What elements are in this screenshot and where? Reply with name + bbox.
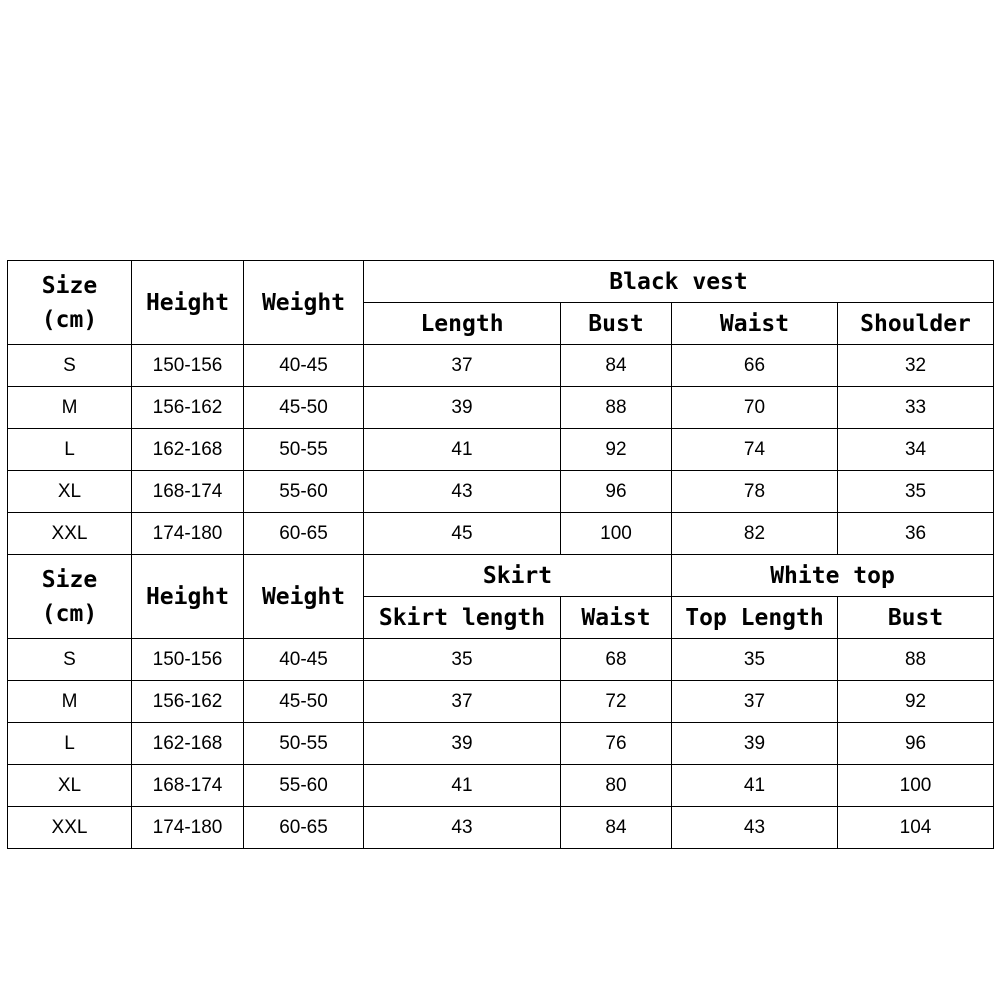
height-header: Height xyxy=(132,555,244,639)
skirt-waist-cell: 72 xyxy=(561,681,672,723)
height-cell: 150-156 xyxy=(132,639,244,681)
black-vest-section xyxy=(8,261,994,555)
bust-cell: 96 xyxy=(561,471,672,513)
top-bust-header: Bust xyxy=(838,597,994,639)
height-header: Height xyxy=(132,261,244,345)
height-cell: 162-168 xyxy=(132,723,244,765)
table-row xyxy=(8,807,994,849)
top-length-header: Top Length xyxy=(672,597,838,639)
waist-cell: 82 xyxy=(672,513,838,555)
top-length-cell: 43 xyxy=(672,807,838,849)
skirt-waist-cell: 68 xyxy=(561,639,672,681)
skirt-waist-cell: 80 xyxy=(561,765,672,807)
height-cell: 168-174 xyxy=(132,765,244,807)
table-row xyxy=(8,345,994,387)
weight-cell: 40-45 xyxy=(244,345,364,387)
shoulder-header: Shoulder xyxy=(838,303,994,345)
weight-cell: 55-60 xyxy=(244,765,364,807)
height-cell: 156-162 xyxy=(132,387,244,429)
length-cell: 41 xyxy=(364,429,561,471)
skirt-waist-header: Waist xyxy=(561,597,672,639)
height-cell: 162-168 xyxy=(132,429,244,471)
table-row xyxy=(8,723,994,765)
skirt-header: Skirt xyxy=(364,555,672,597)
header-row xyxy=(8,261,994,303)
weight-cell: 50-55 xyxy=(244,429,364,471)
black-vest-header: Black vest xyxy=(364,261,994,303)
size-cell: M xyxy=(8,387,132,429)
size-cell: XXL xyxy=(8,807,132,849)
top-length-cell: 35 xyxy=(672,639,838,681)
size-header-label: Size xyxy=(41,272,98,299)
size-header-unit: (cm) xyxy=(41,600,98,627)
skirt-length-cell: 37 xyxy=(364,681,561,723)
header-row xyxy=(8,555,994,597)
length-header: Length xyxy=(364,303,561,345)
weight-cell: 50-55 xyxy=(244,723,364,765)
skirt-length-cell: 43 xyxy=(364,807,561,849)
skirt-top-section xyxy=(8,555,994,849)
size-cell: L xyxy=(8,429,132,471)
size-cell: XL xyxy=(8,765,132,807)
length-cell: 45 xyxy=(364,513,561,555)
table-row xyxy=(8,387,994,429)
shoulder-cell: 35 xyxy=(838,471,994,513)
size-cell: XXL xyxy=(8,513,132,555)
skirt-length-cell: 35 xyxy=(364,639,561,681)
table-row xyxy=(8,765,994,807)
height-cell: 174-180 xyxy=(132,807,244,849)
skirt-length-cell: 41 xyxy=(364,765,561,807)
white-top-header: White top xyxy=(672,555,994,597)
top-length-cell: 41 xyxy=(672,765,838,807)
height-cell: 150-156 xyxy=(132,345,244,387)
size-header xyxy=(8,555,132,639)
bust-cell: 92 xyxy=(561,429,672,471)
shoulder-cell: 36 xyxy=(838,513,994,555)
bust-cell: 88 xyxy=(561,387,672,429)
skirt-waist-cell: 84 xyxy=(561,807,672,849)
height-cell: 168-174 xyxy=(132,471,244,513)
top-bust-cell: 100 xyxy=(838,765,994,807)
shoulder-cell: 34 xyxy=(838,429,994,471)
skirt-length-header: Skirt length xyxy=(364,597,561,639)
size-cell: XL xyxy=(8,471,132,513)
size-chart-table xyxy=(7,260,994,849)
waist-cell: 74 xyxy=(672,429,838,471)
length-cell: 43 xyxy=(364,471,561,513)
shoulder-cell: 33 xyxy=(838,387,994,429)
waist-cell: 70 xyxy=(672,387,838,429)
size-cell: S xyxy=(8,639,132,681)
shoulder-cell: 32 xyxy=(838,345,994,387)
table-row xyxy=(8,639,994,681)
size-header-label: Size xyxy=(41,566,98,593)
waist-header: Waist xyxy=(672,303,838,345)
size-cell: S xyxy=(8,345,132,387)
table-row xyxy=(8,513,994,555)
top-bust-cell: 88 xyxy=(838,639,994,681)
waist-cell: 66 xyxy=(672,345,838,387)
weight-cell: 45-50 xyxy=(244,387,364,429)
bust-cell: 84 xyxy=(561,345,672,387)
weight-header: Weight xyxy=(244,555,364,639)
top-bust-cell: 96 xyxy=(838,723,994,765)
weight-cell: 40-45 xyxy=(244,639,364,681)
height-cell: 156-162 xyxy=(132,681,244,723)
weight-cell: 45-50 xyxy=(244,681,364,723)
top-bust-cell: 104 xyxy=(838,807,994,849)
length-cell: 39 xyxy=(364,387,561,429)
bust-header: Bust xyxy=(561,303,672,345)
size-header xyxy=(8,261,132,345)
size-header-unit: (cm) xyxy=(41,306,98,333)
top-length-cell: 39 xyxy=(672,723,838,765)
top-length-cell: 37 xyxy=(672,681,838,723)
table-row xyxy=(8,681,994,723)
table-row xyxy=(8,471,994,513)
skirt-waist-cell: 76 xyxy=(561,723,672,765)
weight-cell: 55-60 xyxy=(244,471,364,513)
skirt-length-cell: 39 xyxy=(364,723,561,765)
bust-cell: 100 xyxy=(561,513,672,555)
waist-cell: 78 xyxy=(672,471,838,513)
table-row xyxy=(8,429,994,471)
weight-cell: 60-65 xyxy=(244,513,364,555)
length-cell: 37 xyxy=(364,345,561,387)
weight-header: Weight xyxy=(244,261,364,345)
size-cell: M xyxy=(8,681,132,723)
height-cell: 174-180 xyxy=(132,513,244,555)
size-cell: L xyxy=(8,723,132,765)
top-bust-cell: 92 xyxy=(838,681,994,723)
weight-cell: 60-65 xyxy=(244,807,364,849)
